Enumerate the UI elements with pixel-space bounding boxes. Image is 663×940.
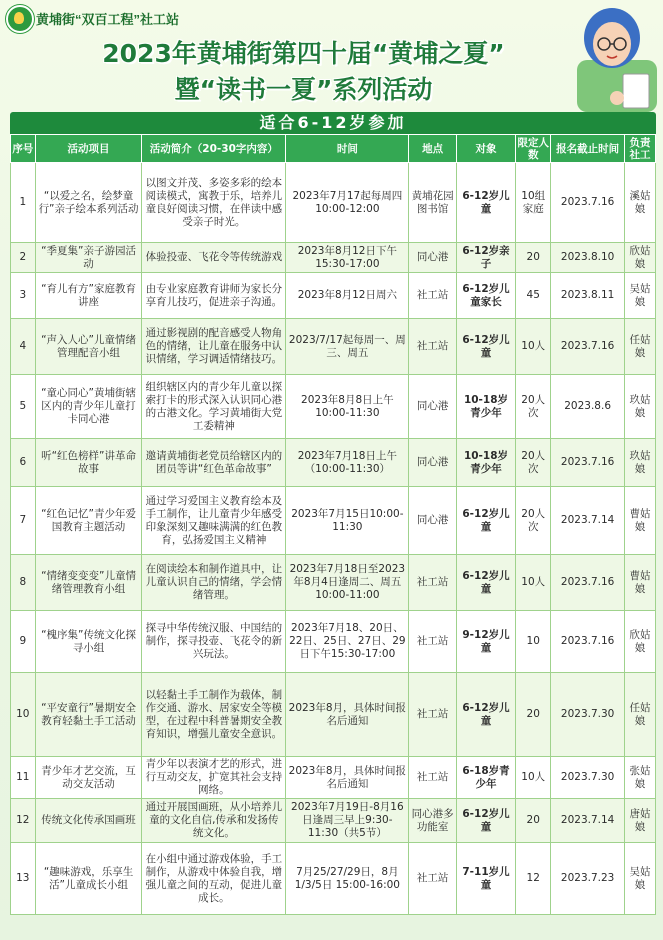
cell-staff: 欣姑娘 xyxy=(625,243,656,273)
cell-limit: 20 xyxy=(516,243,551,273)
cell-place: 社工站 xyxy=(409,843,456,915)
cell-time: 7月25/27/29日，8月1/3/5日 15:00-16:00 xyxy=(286,843,409,915)
cell-target: 6-12岁儿童 xyxy=(456,673,516,757)
cell-intro: 组织辖区内的青少年儿童以探索打卡的形式深入认识同心港的古港文化。学习黄埔街大党工委精神 xyxy=(142,375,286,439)
col-target: 对象 xyxy=(456,135,516,163)
table-row xyxy=(11,375,656,439)
cell-limit: 45 xyxy=(516,273,551,319)
cell-place: 社工站 xyxy=(409,273,456,319)
cell-deadline: 2023.7.16 xyxy=(551,319,625,375)
cell-target: 6-18岁青少年 xyxy=(456,757,516,799)
cell-staff: 吴姑娘 xyxy=(625,843,656,915)
cell-target: 9-12岁儿童 xyxy=(456,611,516,673)
cell-seq: 7 xyxy=(11,487,36,555)
cell-staff: 玖姑娘 xyxy=(625,375,656,439)
table-row xyxy=(11,799,656,843)
cell-deadline: 2023.7.30 xyxy=(551,757,625,799)
cell-deadline: 2023.7.16 xyxy=(551,163,625,243)
cell-target: 7-11岁儿童 xyxy=(456,843,516,915)
cell-name: 青少年才艺交流，互动交友活动 xyxy=(35,757,142,799)
cell-staff: 欣姑娘 xyxy=(625,611,656,673)
cell-name: “平安童行”暑期安全教育轻黏土手工活动 xyxy=(35,673,142,757)
cell-staff: 任姑娘 xyxy=(625,673,656,757)
table-row xyxy=(11,319,656,375)
cell-time: 2023年8月12日下午15:30-17:00 xyxy=(286,243,409,273)
cell-place: 社工站 xyxy=(409,319,456,375)
cell-target: 6-12岁儿童 xyxy=(456,555,516,611)
cell-staff: 玖姑娘 xyxy=(625,439,656,487)
cell-seq: 3 xyxy=(11,273,36,319)
org-logo-icon xyxy=(6,5,34,33)
cell-staff: 张姑娘 xyxy=(625,757,656,799)
cell-staff: 吴姑娘 xyxy=(625,273,656,319)
table-row xyxy=(11,439,656,487)
cell-time: 2023年8月8日上午10:00-11:30 xyxy=(286,375,409,439)
cell-deadline: 2023.7.14 xyxy=(551,799,625,843)
table-row xyxy=(11,843,656,915)
cell-name: “季夏集”亲子游园活动 xyxy=(35,243,142,273)
cell-time: 2023年7月18、20日、22日、25日、27日、29日下午15:30-17:00 xyxy=(286,611,409,673)
cell-time: 2023年7月18日上午（10:00-11:30） xyxy=(286,439,409,487)
cell-place: 同心港 xyxy=(409,487,456,555)
cell-seq: 12 xyxy=(11,799,36,843)
cell-target: 10-18岁青少年 xyxy=(456,375,516,439)
cell-name: “童心同心”黄埔街辖区内的青少年儿童打卡同心港 xyxy=(35,375,142,439)
cell-name: “情绪变变变”儿童情绪管理教育小组 xyxy=(35,555,142,611)
table-row xyxy=(11,273,656,319)
cell-target: 6-12岁儿童 xyxy=(456,799,516,843)
cell-name: “育儿有方”家庭教育讲座 xyxy=(35,273,142,319)
cell-target: 6-12岁儿童 xyxy=(456,487,516,555)
table-row xyxy=(11,163,656,243)
cell-target: 6-12岁儿童 xyxy=(456,319,516,375)
col-place: 地点 xyxy=(409,135,456,163)
col-seq: 序号 xyxy=(11,135,36,163)
cell-deadline: 2023.7.16 xyxy=(551,555,625,611)
cell-time: 2023年7月19日-8月16日逢周三早上9:30-11:30（共5节） xyxy=(286,799,409,843)
cell-seq: 9 xyxy=(11,611,36,673)
cell-intro: 通过影视剧的配音感受人物角色的情绪，让儿童在服务中认识情绪，学习调适情绪技巧。 xyxy=(142,319,286,375)
cell-limit: 10人 xyxy=(516,757,551,799)
cell-deadline: 2023.7.30 xyxy=(551,673,625,757)
cell-deadline: 2023.8.11 xyxy=(551,273,625,319)
cell-time: 2023年8月12日周六 xyxy=(286,273,409,319)
cell-place: 社工站 xyxy=(409,555,456,611)
cell-name: 传统文化传承国画班 xyxy=(35,799,142,843)
cell-limit: 12 xyxy=(516,843,551,915)
girl-illustration-icon xyxy=(557,0,657,112)
cell-place: 同心港 xyxy=(409,375,456,439)
cell-limit: 20 xyxy=(516,799,551,843)
activity-table xyxy=(10,134,656,915)
cell-place: 黄埔花园图书馆 xyxy=(409,163,456,243)
cell-staff: 曹姑娘 xyxy=(625,487,656,555)
age-banner: 适合6-12岁参加 xyxy=(10,112,656,134)
cell-target: 6-12岁儿童家长 xyxy=(456,273,516,319)
cell-limit: 20人次 xyxy=(516,487,551,555)
col-time: 时间 xyxy=(286,135,409,163)
cell-staff: 唐姑娘 xyxy=(625,799,656,843)
cell-name: 听“红色榜样”讲革命故事 xyxy=(35,439,142,487)
cell-staff: 任姑娘 xyxy=(625,319,656,375)
cell-target: 6-12岁亲子 xyxy=(456,243,516,273)
cell-seq: 10 xyxy=(11,673,36,757)
cell-intro: 体验投壶、飞花令等传统游戏 xyxy=(142,243,286,273)
cell-place: 同心港多功能室 xyxy=(409,799,456,843)
cell-deadline: 2023.7.16 xyxy=(551,439,625,487)
cell-deadline: 2023.7.16 xyxy=(551,611,625,673)
page-title-line2: 暨“读书一夏”系列活动 xyxy=(174,75,433,104)
page-title-line1: 2023年黄埔街第四十届“黄埔之夏” xyxy=(102,39,505,68)
table-row xyxy=(11,673,656,757)
cell-seq: 4 xyxy=(11,319,36,375)
cell-limit: 10 xyxy=(516,611,551,673)
cell-limit: 20人次 xyxy=(516,375,551,439)
cell-name: “趣味游戏，乐享生活”儿童成长小组 xyxy=(35,843,142,915)
cell-limit: 10人 xyxy=(516,319,551,375)
cell-seq: 5 xyxy=(11,375,36,439)
cell-intro: 探寻中华传统汉服、中国结的制作，探寻投壶、飞花令的新兴玩法。 xyxy=(142,611,286,673)
cell-place: 同心港 xyxy=(409,439,456,487)
cell-intro: 邀请黄埔街老党员给辖区内的团员等讲“红色革命故事” xyxy=(142,439,286,487)
cell-time: 2023年8月，具体时间报名后通知 xyxy=(286,673,409,757)
cell-name: “槐序集”传统文化探寻小组 xyxy=(35,611,142,673)
cell-seq: 8 xyxy=(11,555,36,611)
cell-staff: 溪姑娘 xyxy=(625,163,656,243)
table-row xyxy=(11,611,656,673)
table-header-row xyxy=(11,135,656,163)
table-row xyxy=(11,555,656,611)
cell-intro: 青少年以表演才艺的形式，进行互动交友，扩宽其社会支持网络。 xyxy=(142,757,286,799)
cell-limit: 10组家庭 xyxy=(516,163,551,243)
cell-place: 社工站 xyxy=(409,757,456,799)
table-row xyxy=(11,487,656,555)
cell-deadline: 2023.8.10 xyxy=(551,243,625,273)
col-staff: 负责社工 xyxy=(625,135,656,163)
cell-time: 2023年7月18日至2023年8月4日逢周二、周五10:00-11:00 xyxy=(286,555,409,611)
cell-seq: 13 xyxy=(11,843,36,915)
cell-deadline: 2023.7.23 xyxy=(551,843,625,915)
cell-seq: 2 xyxy=(11,243,36,273)
cell-seq: 11 xyxy=(11,757,36,799)
cell-intro: 以轻黏土手工制作为载体，制作交通、游水、居家安全等模型，在过程中科普暑期安全教育知识，增强儿童安全意识。 xyxy=(142,673,286,757)
org-name: 黄埔街“双百工程”社工站 xyxy=(36,12,180,27)
cell-intro: 以图文并茂、多姿多彩的绘本阅读模式，寓教于乐，培养儿童良好阅读习惯，在伴读中感受亲子时光。 xyxy=(142,163,286,243)
cell-limit: 20人次 xyxy=(516,439,551,487)
cell-place: 社工站 xyxy=(409,611,456,673)
table-row xyxy=(11,757,656,799)
col-intro: 活动简介（20-30字内容） xyxy=(142,135,286,163)
cell-place: 社工站 xyxy=(409,673,456,757)
col-deadline: 报名截止时间 xyxy=(551,135,625,163)
cell-name: “声入人心”儿童情绪管理配音小组 xyxy=(35,319,142,375)
cell-intro: 在小组中通过游戏体验，手工制作，从游戏中体验自我，增强儿童之间的互动，促进儿童成长。 xyxy=(142,843,286,915)
cell-limit: 10人 xyxy=(516,555,551,611)
cell-seq: 6 xyxy=(11,439,36,487)
cell-intro: 通过学习爱国主义教育绘本及手工制作，让儿童青少年感受印象深刻又趣味满满的红色教育，弘扬爱国主义精神 xyxy=(142,487,286,555)
cell-target: 6-12岁儿童 xyxy=(456,163,516,243)
cell-staff: 曹姑娘 xyxy=(625,555,656,611)
cell-intro: 由专业家庭教育讲师为家长分享育儿技巧，促进亲子沟通。 xyxy=(142,273,286,319)
col-name: 活动项目 xyxy=(35,135,142,163)
cell-time: 2023年7月17起每周四10:00-12:00 xyxy=(286,163,409,243)
col-limit: 限定人数 xyxy=(517,136,549,161)
cell-seq: 1 xyxy=(11,163,36,243)
cell-time: 2023年7月15日10:00-11:30 xyxy=(286,487,409,555)
cell-deadline: 2023.8.6 xyxy=(551,375,625,439)
cell-deadline: 2023.7.14 xyxy=(551,487,625,555)
cell-target: 10-18岁青少年 xyxy=(456,439,516,487)
cell-place: 同心港 xyxy=(409,243,456,273)
cell-time: 2023年8月，具体时间报名后通知 xyxy=(286,757,409,799)
cell-name: “以爱之名，绘梦童行”亲子绘本系列活动 xyxy=(35,163,142,243)
cell-limit: 20 xyxy=(516,673,551,757)
cell-intro: 通过开展国画班，从小培养儿童的文化自信,传承和发扬传统文化。 xyxy=(142,799,286,843)
cell-name: “红色记忆”青少年爱国教育主题活动 xyxy=(35,487,142,555)
cell-intro: 在阅读绘本和制作道具中，让儿童认识自己的情绪，学会情绪管理。 xyxy=(142,555,286,611)
cell-time: 2023/7/17起每周一、周三、周五 xyxy=(286,319,409,375)
table-row xyxy=(11,243,656,273)
